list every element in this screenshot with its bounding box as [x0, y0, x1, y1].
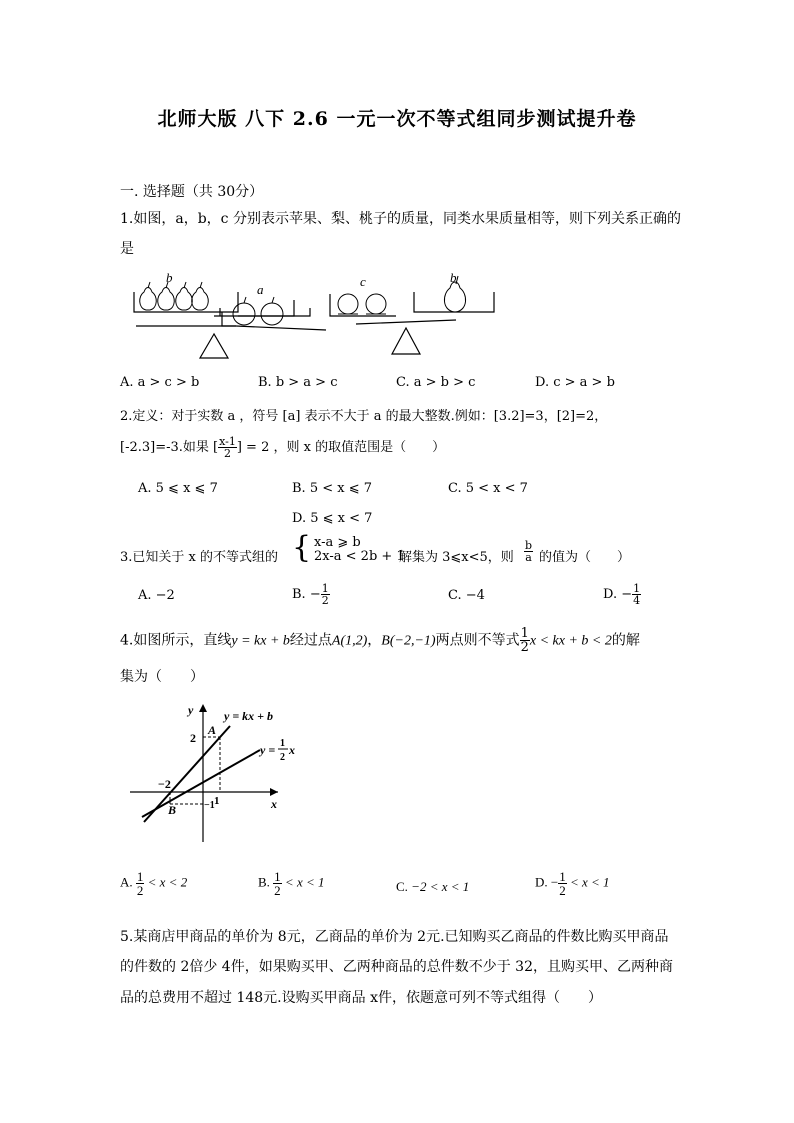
pear-group-left	[140, 282, 209, 310]
label-b-right: b	[450, 270, 457, 285]
apple-group-left	[233, 297, 283, 325]
q4-option-b-label: B.	[258, 874, 270, 890]
point-b-label: B	[168, 803, 177, 817]
q3-option-a[interactable]: A. −2	[138, 588, 175, 603]
q3-brace: {	[292, 530, 312, 565]
q4-option-d-num: 1	[559, 869, 566, 884]
q3-option-b-label: B. −	[292, 587, 321, 602]
section-heading: 一. 选择题（共 30分）	[120, 184, 264, 200]
y-axis-label: y	[188, 703, 194, 717]
q4-option-d[interactable]	[535, 870, 610, 897]
q3-option-d[interactable]	[603, 583, 641, 606]
tick-y-neg1: −1	[204, 800, 215, 811]
tick-x-neg2: −2	[158, 777, 171, 791]
label-b-left: b	[166, 270, 173, 285]
line1-label: y = kx + b	[224, 709, 274, 723]
q2-stem-part1: [-2.3]=-3.如果 [	[120, 440, 219, 455]
q2-frac-num: x-1	[219, 435, 236, 448]
q1-stem-line1: 1.如图，a，b，c 分别表示苹果、梨、桃子的质量，同类水果质量相等，则下列关系正确的	[120, 211, 681, 227]
q3-option-d-label: D. −	[603, 587, 633, 602]
q4-text-2: 经过点	[289, 632, 332, 649]
q1-balance-figure	[126, 268, 498, 364]
q2-frac-den: 2	[223, 447, 231, 460]
q2-stem-part2: ] = 2 ，则 x 的取值范围是（ ）	[236, 440, 446, 455]
q3-option-c[interactable]: C. −4	[448, 588, 485, 603]
x-axis-arrow-icon	[270, 788, 278, 796]
q4-ineq-frac	[520, 627, 530, 654]
line2-label-x: x	[289, 743, 295, 757]
label-a: a	[257, 282, 264, 297]
q4-option-a-rest: < x < 2	[147, 874, 188, 890]
q5-stem-line2: 的件数的 2倍少 4件，如果购买甲、乙两种商品的总件数不少于 32，且购买甲、乙两种商	[120, 959, 673, 975]
q2-option-a[interactable]: A. 5 ⩽ x ⩽ 7	[138, 481, 218, 496]
tick-y-2: 2	[190, 731, 196, 745]
q1-option-c[interactable]: C. a > b > c	[396, 375, 476, 390]
q4-option-b-num: 1	[274, 869, 281, 884]
q4-option-c-text: −2 < x < 1	[411, 879, 470, 894]
q5-stem-line3: 品的总费用不超过 148元.设购买甲商品 x件，依题意可列不等式组得（ ）	[120, 990, 602, 1006]
q4-option-a-label: A.	[120, 874, 133, 890]
q2-fraction	[218, 436, 237, 459]
q4-option-d-rest: < x < 1	[569, 874, 610, 890]
q3-frac-num: b	[525, 539, 533, 552]
q3-option-b-num: 1	[321, 582, 329, 595]
q4-eq-line: y = kx + b	[231, 633, 290, 649]
q4-stem-line2: 集为（ ）	[120, 669, 204, 685]
q3-system-row2: 2x-a < 2b + 1	[314, 549, 405, 564]
page-title: 北师大版 八下 2.6 一元一次不等式组同步测试提升卷	[157, 108, 637, 130]
q3-option-b[interactable]	[292, 583, 330, 606]
q1-option-a[interactable]: A. a > c > b	[120, 375, 200, 390]
point-a-label: A	[208, 723, 217, 737]
q4-text-4: 两点则不等式	[435, 632, 520, 649]
q2-stem-line1: 2.定义：对于实数 a ，符号 [a] 表示不大于 a 的最大整数.例如：[3.2]=3，[2]=2，	[120, 409, 608, 424]
q4-ineq-rest: x < kx + b < 2	[529, 633, 612, 649]
q4-option-c[interactable]	[396, 879, 469, 895]
tick-x-1: 1	[214, 795, 220, 807]
line2-label-prefix: y =	[260, 743, 276, 757]
q4-option-a-num: 1	[136, 869, 144, 884]
q2-option-b[interactable]: B. 5 < x ⩽ 7	[292, 481, 373, 496]
q2-option-c[interactable]: C. 5 < x < 7	[448, 481, 528, 496]
q3-fraction	[524, 540, 533, 563]
q3-option-b-den: 2	[321, 594, 329, 607]
q4-ineq-num: 1	[520, 626, 529, 641]
q4-option-b-den: 2	[274, 883, 281, 898]
q3-system-row1: x-a ⩾ b	[314, 535, 361, 550]
q4-option-b[interactable]	[258, 870, 325, 897]
q1-option-b[interactable]: B. b > a > c	[258, 375, 338, 390]
q4-option-a-den: 2	[136, 883, 144, 898]
x-axis-label: x	[271, 797, 277, 811]
q3-option-d-num: 1	[633, 582, 641, 595]
right-balance	[330, 292, 494, 354]
label-c: c	[360, 274, 366, 289]
q3-stem-mid: 解集为 3⩽x<5，则	[399, 550, 514, 565]
line2-label-den: 2	[280, 752, 285, 763]
q4-ineq-den: 2	[520, 640, 529, 655]
left-balance	[134, 292, 326, 358]
q5-stem-line1: 5.某商店甲商品的单价为 8元，乙商品的单价为 2元.已知购买乙商品的件数比购买甲商品	[120, 929, 669, 945]
q4-option-b-rest: < x < 1	[284, 874, 325, 890]
q3-frac-den: a	[525, 551, 532, 564]
q4-point-a: A(1,2)	[331, 633, 368, 649]
q4-point-b: B(−2,−1)	[381, 633, 436, 649]
q1-stem-line2: 是	[120, 241, 134, 257]
q4-text-1: 4.如图所示，直线	[120, 632, 232, 649]
q4-text-3: ，	[367, 632, 382, 649]
peach-group-right	[338, 294, 386, 314]
q4-option-d-den: 2	[559, 883, 566, 898]
q4-option-d-label: D. −	[535, 874, 559, 890]
q3-option-d-den: 4	[633, 594, 641, 607]
q4-stem-line1	[120, 627, 640, 654]
q2-stem-line2	[120, 436, 445, 459]
q4-graph	[128, 700, 298, 846]
y-axis-arrow-icon	[199, 704, 207, 712]
q1-option-d[interactable]: D. c > a > b	[535, 375, 615, 390]
q4-option-c-label: C.	[396, 879, 408, 894]
line2-label-num: 1	[280, 738, 285, 749]
q4-text-5: 的解	[611, 632, 640, 649]
q3-stem-suffix: 的值为（ ）	[539, 550, 631, 565]
q3-stem-prefix: 3.已知关于 x 的不等式组的	[120, 550, 278, 565]
q4-option-a[interactable]	[120, 870, 187, 897]
q2-option-d[interactable]: D. 5 ⩽ x < 7	[292, 511, 373, 526]
q3-system	[314, 536, 405, 564]
